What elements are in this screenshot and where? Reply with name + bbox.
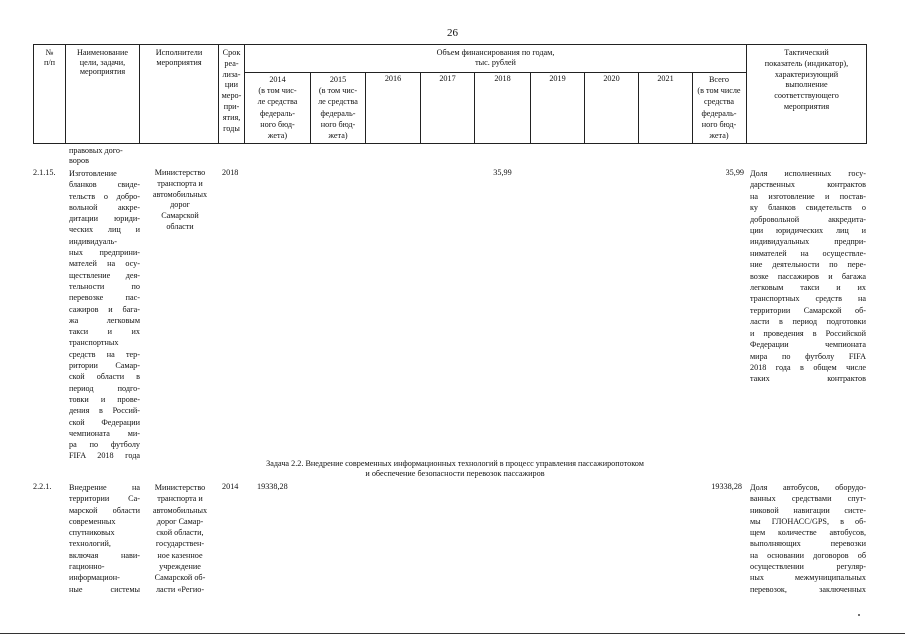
header-total: Всего (в том числе средства федераль- ного бюд- жета) xyxy=(697,75,741,141)
scan-speck xyxy=(858,614,860,616)
row-2-1-15-term: 2018 xyxy=(222,168,239,177)
row-2-2-1-executor: Министерство транспорта и автомобильных дорог Самар- ской области, государствен- ное казенное учреждение Самарской об- ласти «Регио- xyxy=(152,483,208,594)
row-2-1-15-num: 2.1.15. xyxy=(33,168,56,177)
header-year-2021: 2021 xyxy=(657,74,674,83)
table-border xyxy=(866,44,867,144)
header-bottom-line xyxy=(33,143,867,144)
table-top-border xyxy=(33,44,867,45)
header-year-2017: 2017 xyxy=(439,74,456,83)
row-2-2-1-name: Внедрение на территории Са- марской области современных спутниковых технологий, включая нави- гационно- информацион- ные системы xyxy=(69,483,140,594)
header-year-2018: 2018 xyxy=(494,74,511,83)
header-year-2015: 2015 (в том чис- ле средства федераль- ного бюд- жета) xyxy=(318,75,358,141)
header-executors: Исполнители мероприятия xyxy=(155,48,203,67)
header-name: Наименование цели, задачи, мероприятия xyxy=(76,48,128,77)
row-2-1-15-amount-2018: 35,99 xyxy=(493,168,512,177)
page-bottom-edge xyxy=(0,633,905,634)
task-2-2-heading: Задача 2.2. Внедрение современных информационных технологий в процесс управления пассажиропотоком и обеспечение безопасности перевозок пассажиров xyxy=(266,459,644,479)
funding-subheader-line xyxy=(244,72,746,73)
header-year-2014: 2014 (в том чис- ле средства федераль- ного бюд- жета) xyxy=(257,75,298,141)
header-year-2019: 2019 xyxy=(549,74,566,83)
header-funding-title: Объем финансирования по годам, тыс. рублей xyxy=(436,48,555,67)
row-2-1-15-executor: Министерство транспорта и автомобильных дорог Самарской области xyxy=(152,168,208,231)
continuation-text: правовых дого- воров xyxy=(69,146,123,165)
page-number: 26 xyxy=(447,27,458,39)
row-2-2-1-indicator: Доля автобусов, оборудо- ванных средствами спут- никовой навигации систе- мы ГЛОНАСС/GPS, в об- щем количестве автобусов, выполняющих перевозки на основании договоров об осуществлении регуляр- ных межмуниципальных перевозок, заключенных xyxy=(750,483,866,594)
row-2-2-1-total: 19338,28 xyxy=(711,482,742,491)
header-indicator: Тактический показатель (индикатор), характеризующий выполнение соответствующего мероприятия xyxy=(764,48,849,111)
row-2-1-15-name: Изготовление бланков свиде- тельств о добро- вольной аккре- дитации юриди- ческих лиц и индивидуаль- ных предприни- мателей на осу- ществление дея- тельности по перевозке пас- сажиров и бага- жа легковым такси и их транспортных средств на тер- ритории Самар- ской области в период подго- товки и прове- дения в Россий- ской Федерации чемпионата ми- ра по футболу FIFA 2018 года xyxy=(69,169,140,461)
row-2-2-1-amount-2014: 19338,28 xyxy=(257,482,288,491)
row-2-2-1-term: 2014 xyxy=(222,482,239,491)
row-2-2-1-num: 2.2.1. xyxy=(33,482,52,491)
header-year-2020: 2020 xyxy=(603,74,620,83)
row-2-1-15-total: 35,99 xyxy=(725,168,744,177)
header-term: Срок реа- лиза- ции меро- при- ятия, годы xyxy=(221,48,242,133)
row-2-1-15-indicator: Доля исполненных госу- дарственных контрактов на изготовление и постав- ку бланков свидетельств о добровольной аккредита- ции юридических лиц и индивидуальных предпри- нимателей на осуществле- ние деятельности по пере- возке пассажиров и багажа легковым такси и их транспортных средств на территории Самарской об- ласти в период подготовки и проведения в Российской Федерации чемпионата мира по футболу FIFA 2018 года в общем числе таких контрактов xyxy=(750,169,866,384)
header-year-2016: 2016 xyxy=(384,74,402,83)
header-num: № п/п xyxy=(43,48,56,67)
